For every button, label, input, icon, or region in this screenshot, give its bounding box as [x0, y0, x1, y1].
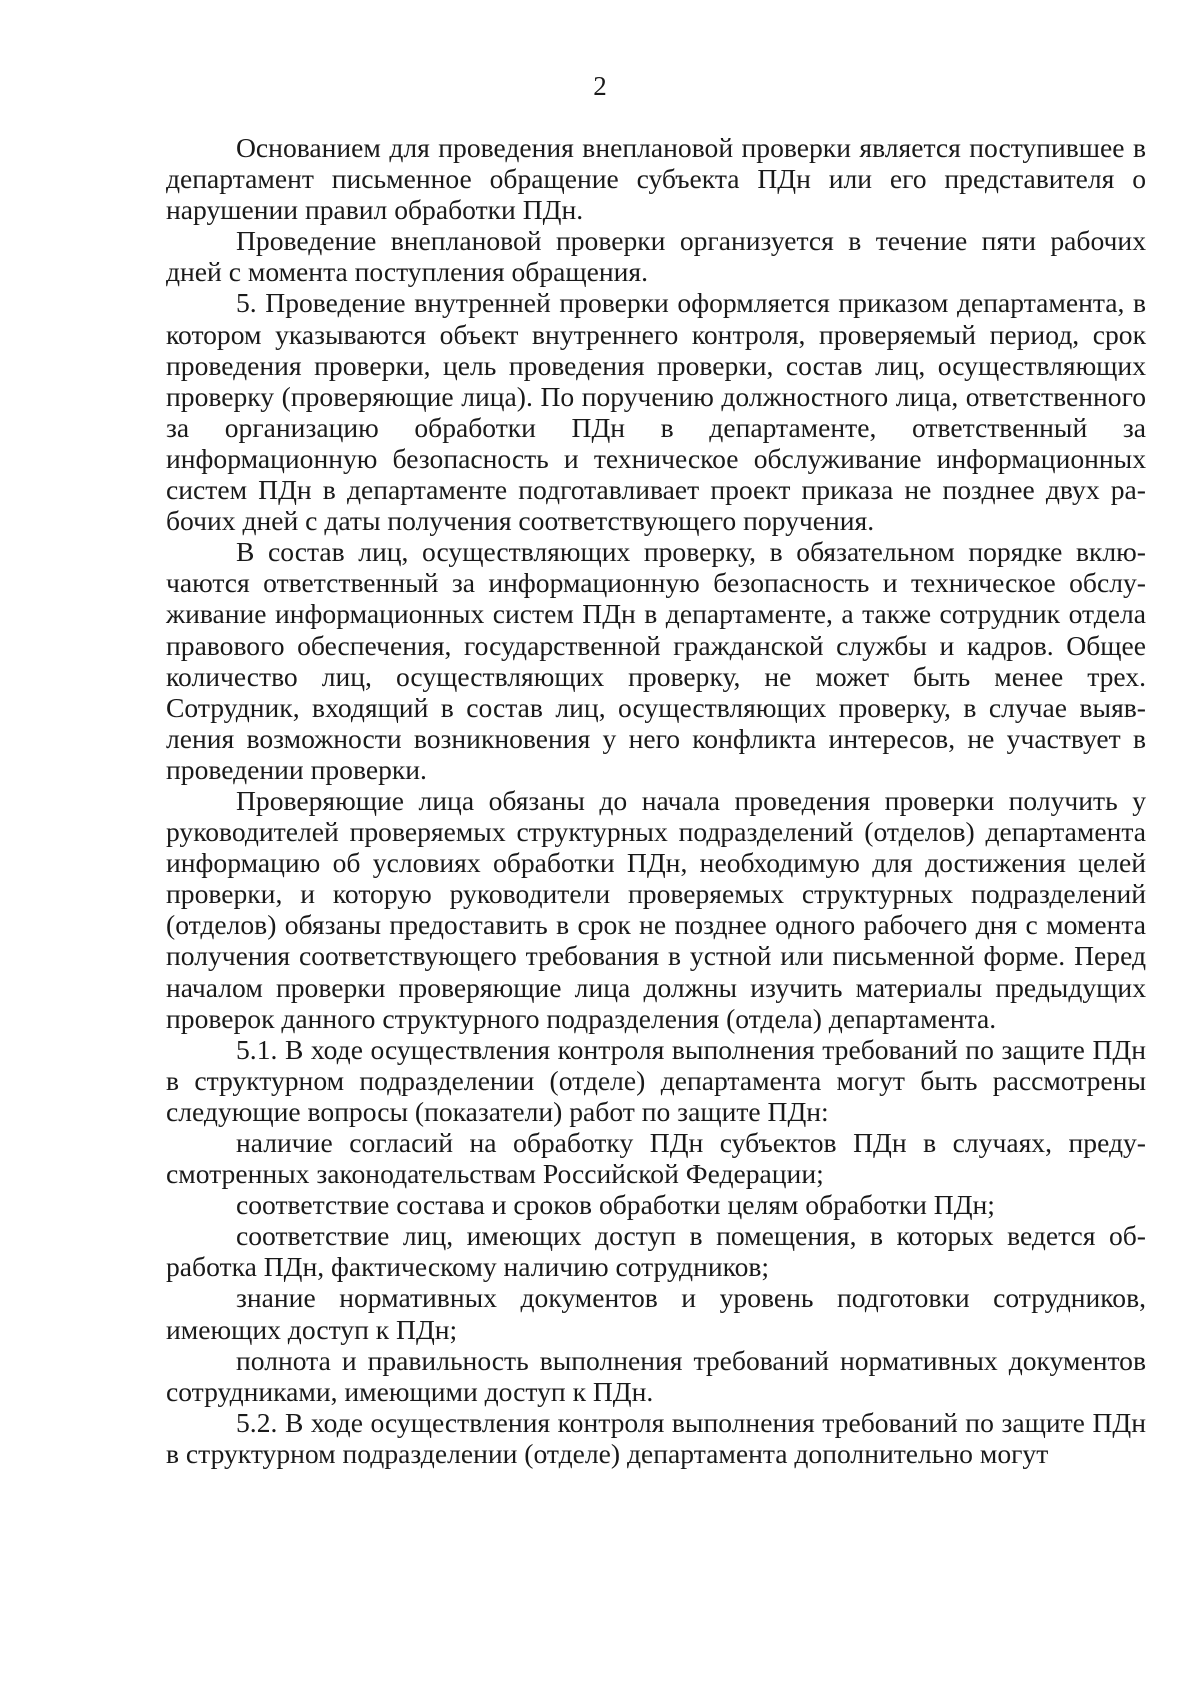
document-body [166, 132, 1146, 1469]
list-item: знание нормативных документов и уровень подготовки сотрудников, имеющих доступ к ПДн; [166, 1282, 1146, 1345]
paragraph: Проведение внеплановой проверки организуется в течение пяти рабочих дней с момента поступления обращения. [166, 225, 1146, 288]
list-item: наличие согласий на обработку ПДн субъектов ПДн в случаях, предусмотренных законодательствам Российской Федерации; [166, 1127, 1146, 1190]
paragraph: Основанием для проведения внеплановой проверки является поступившее в департамент письменное обращение субъекта ПДн или его представителя о нарушении правил обработки ПДн. [166, 132, 1146, 226]
paragraph: 5.2. В ходе осуществления контроля выполнения требований по защите ПДн в структурном подразделении (отделе) департамента дополнительно могут [166, 1406, 1146, 1469]
list-item: соответствие состава и сроков обработки целям обработки ПДн; [236, 1189, 995, 1221]
list-item: соответствие лиц, имеющих доступ в помещения, в которых ведется обработка ПДн, фактическому наличию сотрудников; [166, 1220, 1146, 1283]
paragraph: В состав лиц, осуществляющих проверку, в обязательном порядке включаются ответственный за информационную безопасность и техническое обслуживание информационных систем ПДн в департаменте, а также сотрудник отдела правового обеспечения, государственной гражданской службы и кадров. Общее количество лиц, осуществляющих проверку, не может быть менее трех. Сотрудник, входящий в состав лиц, осуществляющих проверку, в случае выявления возможности возникновения у него конфликта интересов, не участвует в проведении проверки. [166, 536, 1146, 785]
page-number: 2 [593, 71, 607, 101]
paragraph: 5.1. В ходе осуществления контроля выполнения требований по защите ПДн в структурном подразделении (отделе) департамента могут быть рассмотрены следующие вопросы (показатели) работ по защите ПДн: [166, 1033, 1146, 1127]
paragraph: Проверяющие лица обязаны до начала проведения проверки получить у руководителей проверяемых структурных подразделений (отделов) департамента информацию об условиях обработки ПДн, необходимую для достижения целей проверки, и которую руководители проверяемых структурных подразделений (отделов) обязаны предоставить в срок не позднее одного рабочего дня с момента получения соответствующего требования в устной или письменной форме. Перед началом проверки проверяющие лица должны изучить материалы предыдущих проверок данного структурного подразделения (отдела) департамента. [166, 784, 1146, 1034]
paragraph: 5. Проведение внутренней проверки оформляется приказом департамента, в котором указываются объект внутреннего контроля, проверяемый период, срок проведения проверки, цель проведения проверки, состав лиц, осуществляющих проверку (проверяющие лица). По поручению должностного лица, ответственного за организацию обработки ПДн в департаменте, ответственный за информационную безопасность и техническое обслуживание информационных систем ПДн в департаменте подготавливает проект приказа не позднее двух рабочих дней с даты получения соответствующего поручения. [166, 287, 1146, 537]
list-item: полнота и правильность выполнения требований нормативных документов сотрудниками, имеющими доступ к ПДн. [166, 1344, 1146, 1407]
